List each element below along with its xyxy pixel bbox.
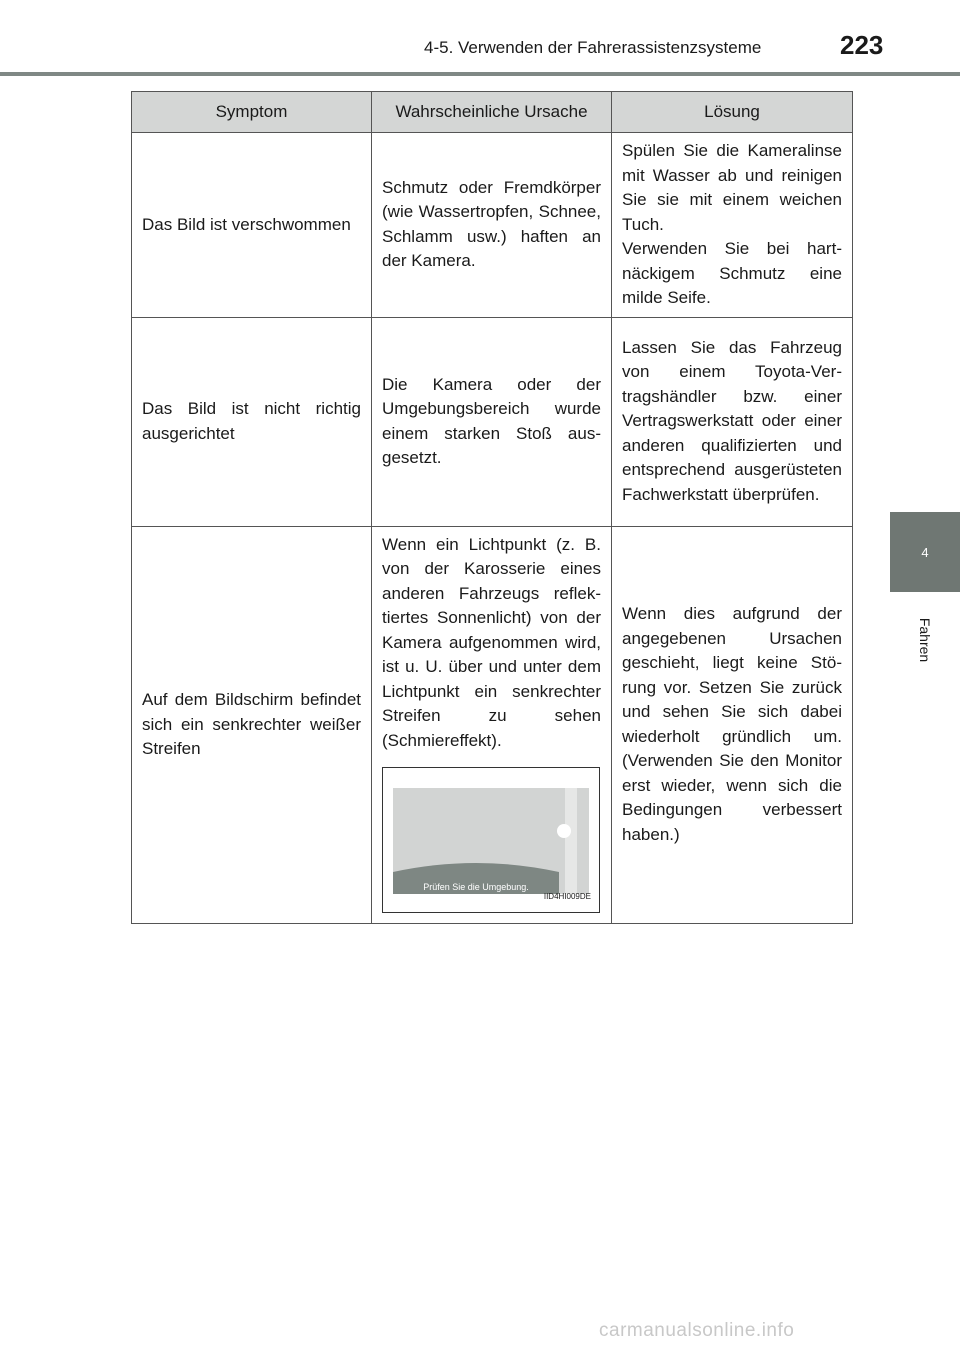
table-row: [132, 133, 853, 318]
cause-cell: [372, 526, 612, 924]
cause-text: Die Kamera oder der Umgebungsbereich wurde einem starken Stoß ausgesetzt.: [382, 374, 601, 467]
solution-cell: [612, 526, 853, 924]
table-row: [132, 526, 853, 924]
smear-effect-illustration: [382, 767, 600, 913]
solution-text: Lassen Sie das Fahrzeug von einem Toyota-Vertragshändler bzw. einer Vertragswerkstatt oder einer anderen qualifizierten und entsprechend ausgerüsteten Fachwerkstatt überprüfen.: [622, 337, 842, 504]
table-row: [132, 317, 853, 526]
solution-text: Wenn dies aufgrund der angegebenen Ursachen geschieht, liegt keine Störung vor. Setzen Sie zurück und sehen Sie sich dabei wiederholt gründlich um. (Verwenden Sie den Monitor erst wieder, wenn sich die Bedingungen verbessert haben.): [622, 604, 842, 844]
solution-text: Spülen Sie die Kameralinse mit Wasser ab und reinigen Sie sie mit einem weichen Tuch.: [622, 141, 842, 234]
cause-text: Wenn ein Lichtpunkt (z. B. von der Karosserie eines anderen Fahrzeugs reflektiertes Sonnenlicht) von der Kamera aufgenommen wird, ist u. U. über und unter dem Lichtpunkt ein senkrechter Streifen zu sehen (Schmiereffekt).: [382, 534, 601, 750]
chapter-label-text: Fahren: [916, 617, 933, 663]
troubleshooting-table: [131, 91, 853, 924]
header-rule: [0, 72, 960, 76]
solution-cell: [612, 133, 853, 318]
watermark: carmanualsonline.info: [599, 1320, 795, 1341]
symptom-cell: [132, 317, 372, 526]
section-title: 4-5. Verwenden der Fahrerassistenzsysteme: [424, 38, 762, 57]
cause-text: Schmutz oder Fremdkörper (wie Wassertropfen, Schnee, Schlamm usw.) haften an der Kamera.: [382, 177, 601, 271]
column-header-solution: Lösung: [612, 92, 853, 133]
illustration-caption: Prüfen Sie die Umgebung.: [423, 882, 529, 892]
chapter-tab[interactable]: [890, 512, 960, 592]
cause-cell: [372, 133, 612, 318]
table-header-row: [132, 92, 853, 133]
page-number: 223: [840, 30, 884, 60]
chapter-label: [890, 600, 960, 680]
cause-cell: [372, 317, 612, 526]
solution-cell: [612, 317, 853, 526]
illustration-code: IID4HI009DE: [543, 891, 591, 901]
symptom-text: Das Bild ist verschwommen: [142, 214, 351, 234]
column-header-cause: Wahrscheinliche Ursache: [372, 92, 612, 133]
symptom-cell: [132, 526, 372, 924]
symptom-cell: [132, 133, 372, 318]
solution-text-secondary: Verwenden Sie bei hartnäckigem Schmutz eine milde Seife.: [622, 239, 842, 307]
symptom-text: Das Bild ist nicht richtig ausgerichtet: [142, 399, 361, 443]
symptom-text: Auf dem Bildschirm befindet sich ein senkrechter weißer Streifen: [142, 690, 361, 758]
column-header-symptom: Symptom: [132, 92, 372, 133]
chapter-number: 4: [921, 544, 929, 560]
